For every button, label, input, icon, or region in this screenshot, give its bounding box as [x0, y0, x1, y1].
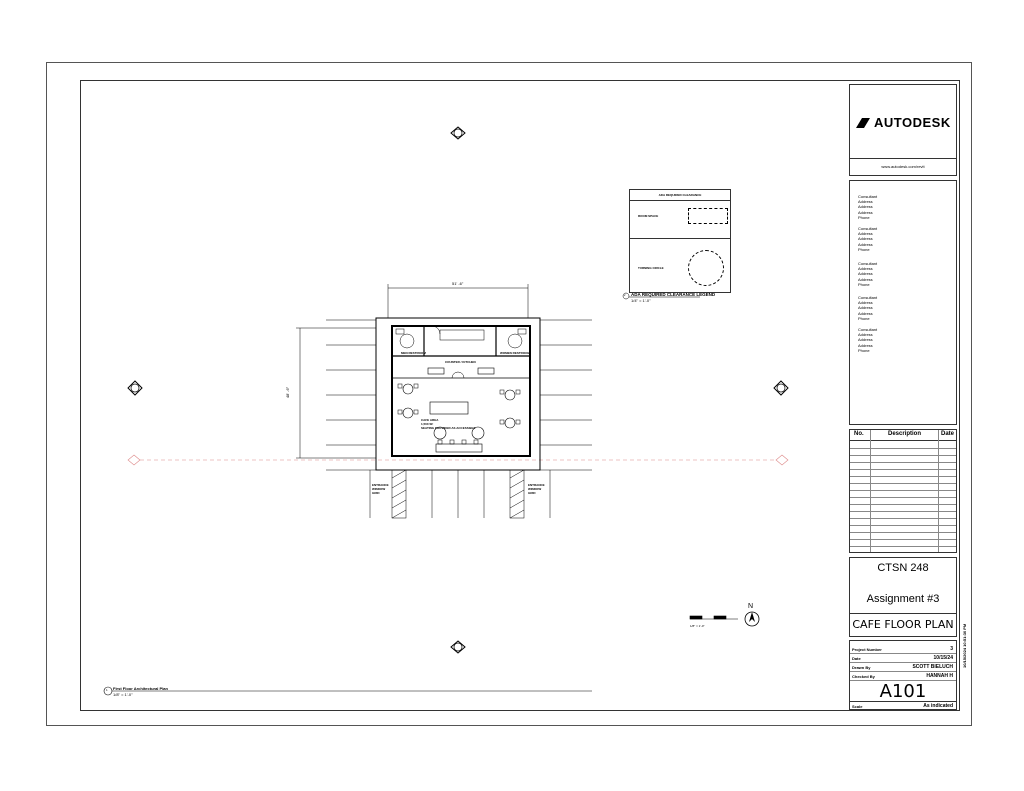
revision-row — [850, 462, 956, 463]
dimension-left-label: 48' -6" — [285, 386, 291, 399]
legend-caption-number: 2 — [624, 294, 626, 297]
scale-row: Scale As indicated — [850, 701, 956, 710]
consultant-block-4: Consultant Address Address Address Phone — [858, 295, 878, 321]
revision-row — [850, 455, 956, 456]
north-arrow-icon — [745, 612, 759, 626]
view-number: 1 — [106, 688, 108, 692]
dimension-left — [296, 328, 376, 458]
revision-row — [850, 483, 956, 484]
checked-by-row: Checked By HANNAH H — [850, 672, 956, 681]
scale-bar-label: 1/8" = 1'-0" — [690, 624, 705, 628]
autodesk-logo — [856, 115, 951, 130]
dimension-top-label: 51' -6" — [452, 281, 464, 286]
elevation-marker-right — [774, 381, 788, 395]
elevation-marker-top — [451, 127, 465, 139]
rev-col-description: Description — [888, 431, 922, 437]
consultant-block-3: Consultant Address Address Address Phone — [858, 261, 878, 287]
room-label-cafe: CAFE AREA 1,500 SF SEATING PROVIDED AS ACCESSIBLE — [421, 418, 476, 430]
revision-row — [850, 546, 956, 547]
revision-row — [850, 511, 956, 512]
website-url[interactable]: www.autodesk.com/revit — [850, 158, 956, 175]
north-label: N — [748, 603, 754, 610]
building-walls — [376, 318, 540, 470]
legend-caption: ADA REQUIRED CLEARANCE LEGEND — [631, 292, 716, 297]
project-title-panel — [849, 557, 957, 637]
project-number-row: Project Number 3 — [850, 645, 956, 654]
room-label-women-restroom: WOMEN RESTROOM — [500, 351, 530, 355]
revision-table-header — [850, 430, 956, 441]
elevation-marker-bottom — [451, 641, 465, 653]
date-row: Date 10/15/24 — [850, 654, 956, 663]
consultant-block-1: Consultant Address Address Address Phone — [858, 194, 878, 220]
entry-hatch-left — [392, 470, 406, 518]
elevation-marker-left — [128, 381, 142, 395]
sheet-title: CAFE FLOOR PLAN — [850, 613, 956, 639]
revision-row — [850, 497, 956, 498]
room-label-kitchen: COUNTER / KITCHEN — [445, 360, 476, 364]
legend-caption-scale: 1/4" = 1'-0" — [631, 298, 651, 303]
room-label-men-restroom: MEN RESTROOM — [401, 351, 426, 355]
assignment-name: Assignment #3 — [866, 593, 940, 605]
legend-divider — [630, 238, 730, 239]
restroom-fixtures — [396, 329, 526, 348]
title-block-logo — [849, 84, 957, 176]
rev-col-no: No. — [854, 431, 864, 437]
rev-col-date: Date — [941, 431, 955, 437]
revision-row — [850, 539, 956, 540]
dimension-top — [388, 284, 528, 318]
autodesk-logo-icon — [856, 118, 870, 128]
site-grid-lines — [326, 320, 592, 470]
revision-row — [850, 448, 956, 449]
legend-title: ADA REQUIRED CLEARANCE — [630, 190, 730, 201]
legend-room-space-swatch — [688, 208, 728, 224]
consultant-block-5: Consultant Address Address Address Phone — [858, 327, 878, 353]
revision-row — [850, 532, 956, 533]
entry-hatch-right — [510, 470, 524, 518]
entry-label-left: ENTRANCE WINDOW GRID — [372, 483, 389, 495]
logo-text: AUTODESK — [874, 115, 951, 130]
revision-row — [850, 518, 956, 519]
sheet-number: A101 — [879, 681, 927, 702]
view-title-bubble — [104, 687, 592, 695]
cafe-tables — [403, 368, 515, 452]
revision-row — [850, 490, 956, 491]
drawn-by-row: Drawn By SCOTT BIELUCH — [850, 663, 956, 672]
legend-room-space-label: ROOM SPACE — [638, 214, 659, 218]
scale-bar — [690, 616, 738, 619]
legend-turning-circle-swatch — [688, 250, 724, 286]
entry-label-right: ENTRANCE WINDOW GRID — [528, 483, 545, 495]
revision-row — [850, 525, 956, 526]
consultant-block-2: Consultant Address Address Address Phone — [858, 226, 878, 252]
legend-turning-circle-label: TURNING CIRCLE — [638, 266, 664, 270]
view-title: First Floor Architectural Plan — [113, 686, 168, 691]
revision-table — [849, 429, 957, 553]
revision-row — [850, 504, 956, 505]
sheet-info-panel — [849, 640, 957, 710]
plot-timestamp: 10/15/2024 10:51:30 PM — [962, 623, 967, 668]
consultants-panel — [849, 180, 957, 425]
revision-row — [850, 476, 956, 477]
revision-row — [850, 469, 956, 470]
view-scale: 1/8" = 1'-0" — [113, 692, 133, 697]
ada-clearance-legend — [629, 189, 731, 293]
course-name: CTSN 248 — [877, 562, 929, 574]
